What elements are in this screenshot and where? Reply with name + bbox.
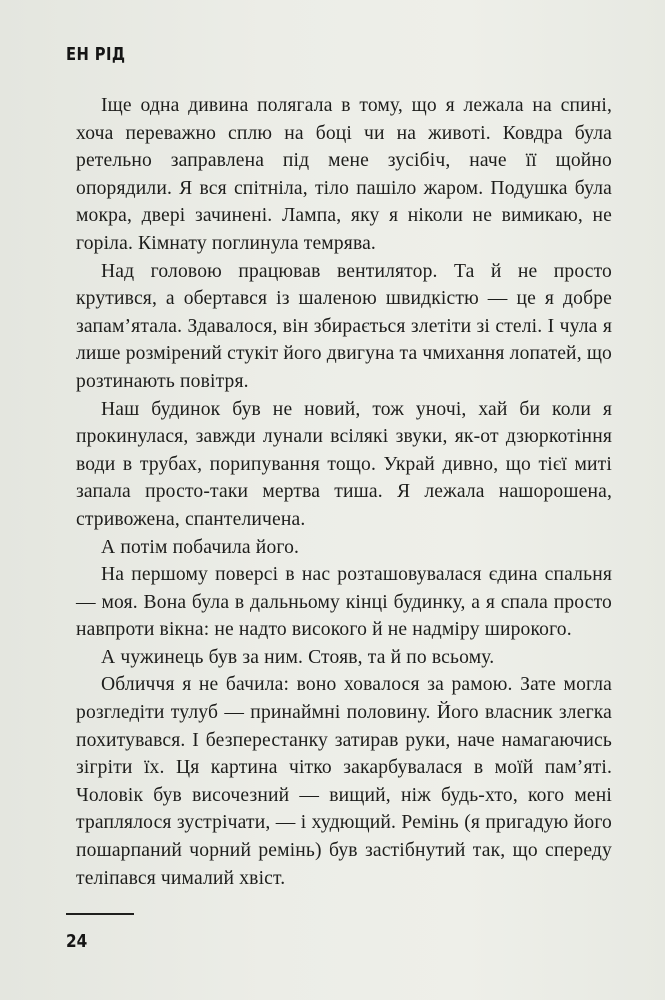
running-head-author: ЕН РІД: [66, 44, 126, 65]
footer-rule: [66, 913, 134, 915]
paragraph: Іще одна дивина полягала в тому, що я лежала на спині, хоча переважно сплю на боці чи на животі. Ковдра була ретельно заправлена під мене зусібіч, наче її щойно опорядили. Я вся спітніла, тіло пашіло жаром. Подушка була мокра, двері зачинені. Лампа, яку я ніколи не вимикаю, не горіла. Кімнату поглинула темрява.: [76, 95, 612, 254]
body-text: [76, 92, 612, 892]
paragraph: А чужинець був за ним. Стояв, та й по всьому.: [101, 646, 495, 668]
paragraph: Над головою працював вентилятор. Та й не просто крутився, а обертався із шаленою швидкістю — це я добре запам’ятала. Здавалося, він збирається злетіти зі стелі. І чула я лише розмірений стукіт його двигуна та чмихання лопатей, що розтинають повітря.: [76, 260, 612, 392]
paragraph: На першому поверсі в нас розташовувалася єдина спальня — моя. Вона була в дальньому кінці будинку, а я спала просто навпроти вікна: не надто високого й не надміру широкого.: [76, 564, 612, 641]
paragraph: Наш будинок був не новий, тож уночі, хай би коли я прокинулася, завжди лунали всілякі звуки, як-от дзюркотіння води в трубах, порипування тощо. Украй дивно, що тієї миті запала просто-таки мертва тиша. Я лежала нашорошена, стривожена, спантеличена.: [76, 398, 612, 530]
page-number: 24: [66, 931, 88, 952]
paragraph: Обличчя я не бачила: воно ховалося за рамою. Зате могла розгледіти тулуб — принаймні половину. Його власник злегка похитувався. І безперестанку затирав руки, наче намагаючись зігріти їх. Ця картина чітко закарбувалася в моїй пам’яті. Чоловік був височезний — вищий, ніж будь-хто, кого мені траплялося зустрічати, — і худющий. Ремінь (я пригадую його пошарпаний чорний ремінь) був застібнутий так, що спереду теліпався чималий хвіст.: [76, 674, 612, 889]
paragraph: А потім побачила його.: [101, 536, 300, 558]
